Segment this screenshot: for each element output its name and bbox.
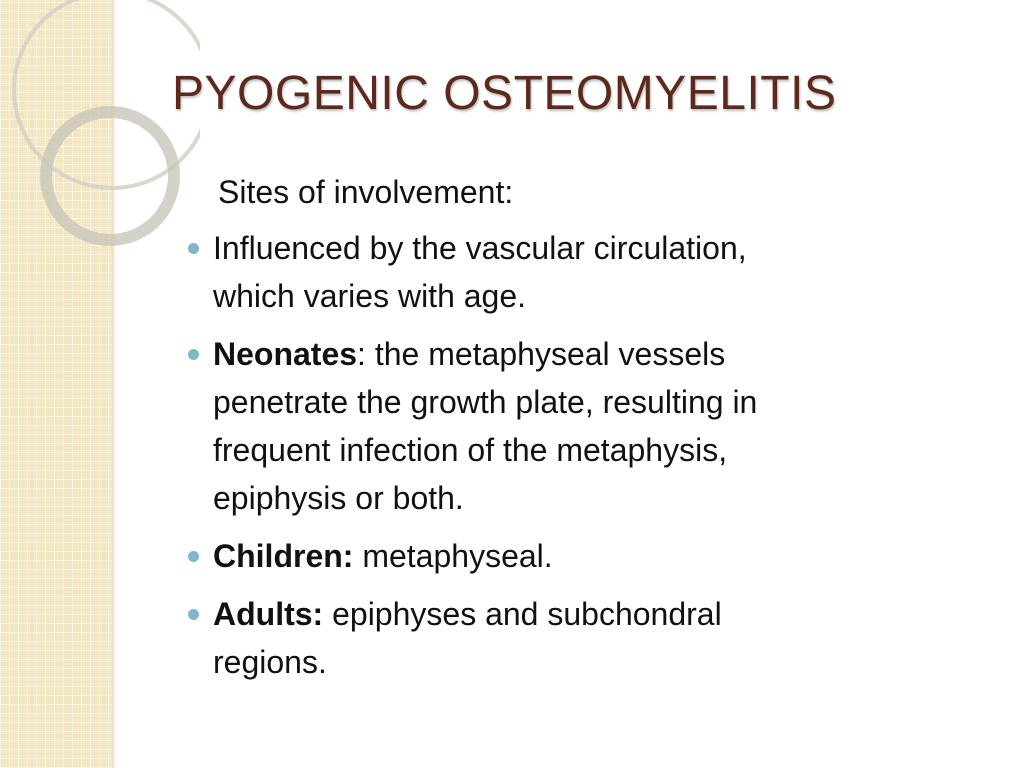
bullet-dot-icon <box>188 349 199 360</box>
bullet-line-first <box>213 590 988 638</box>
bullet-dot-icon <box>188 243 199 254</box>
bullet-dot-icon <box>188 609 199 620</box>
bullet-dot-icon <box>188 551 199 562</box>
bullet-line: epiphysis or both. <box>213 480 464 516</box>
bullet-line: Influenced by the vascular circulation, <box>213 230 747 266</box>
intro-text: Sites of involvement: <box>218 174 514 210</box>
bullet-line: which varies with age. <box>213 278 527 314</box>
slide-title: PYOGENIC OSTEOMYELITIS <box>172 67 837 120</box>
decorative-rings <box>0 0 200 260</box>
bullet-item-adults <box>188 590 988 686</box>
bullet-line: penetrate the growth plate, resulting in <box>213 384 758 420</box>
bullet-term: Adults: <box>213 596 324 632</box>
bullet-term: Neonates <box>213 336 358 372</box>
bullet-list <box>188 224 988 696</box>
bullet-line: frequent infection of the metaphysis, <box>213 432 728 468</box>
bullet-item-children <box>188 532 988 580</box>
bullet-text: : the metaphyseal vessels <box>357 336 726 372</box>
bullet-item-vascular <box>188 224 988 320</box>
bullet-term: Children: <box>213 538 354 574</box>
bullet-line-first <box>213 532 988 580</box>
bullet-text: metaphyseal. <box>353 538 553 574</box>
bullet-text: epiphyses and subchondral <box>323 596 722 632</box>
bullet-line: regions. <box>213 644 327 680</box>
bullet-item-neonates <box>188 330 988 522</box>
bullet-line-first <box>213 330 988 378</box>
